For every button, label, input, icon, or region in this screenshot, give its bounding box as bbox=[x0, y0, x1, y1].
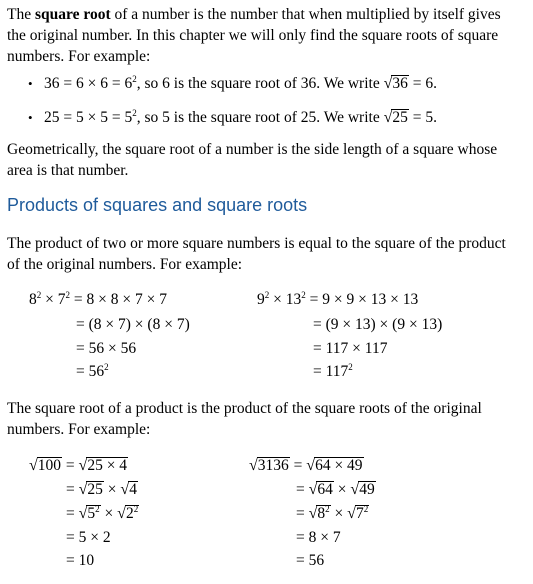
equation-line: = 5 × 2 bbox=[66, 529, 111, 546]
equation-line: = $√5^2 \times √2^2$ bbox=[66, 504, 139, 522]
equation-line: = $√8^2 \times √7^2$ bbox=[296, 504, 369, 522]
equation-line: √100 = √25 × 4 bbox=[29, 457, 128, 474]
equation-line: = 56 × 56 bbox=[76, 340, 137, 357]
equation-line: = √64 × √49 bbox=[296, 481, 375, 498]
bullet-icon: • bbox=[28, 76, 33, 91]
radicand: 36 bbox=[392, 75, 408, 92]
equation-line: = 56 bbox=[296, 552, 325, 569]
bullet-text: , so 5 is the square root of 25. We write bbox=[136, 109, 384, 126]
bullet-text: = 6. bbox=[408, 75, 437, 92]
radical-icon: √ bbox=[383, 75, 393, 92]
equation-line: = 8 × 7 bbox=[296, 529, 341, 546]
radicand: 25 bbox=[392, 109, 408, 126]
intro-text-rest: of a number is the number that when multiplied by itself gives the original number. In this chapter we will only find the square roots of square numbers. For example: bbox=[7, 6, 501, 65]
geometric-paragraph: Geometrically, the square root of a number is the side length of a square whose area is that number. bbox=[7, 141, 498, 179]
roots-paragraph: The square root of a product is the product of the square roots of the original numbers. For example: bbox=[7, 400, 482, 438]
exponent: 2 bbox=[132, 108, 137, 118]
equation-line: = (8 × 7) × (8 × 7) bbox=[76, 316, 190, 333]
bullet-text: 36 = 6 × 6 = 6 bbox=[44, 75, 133, 92]
square-root bbox=[384, 107, 409, 128]
square-root bbox=[384, 73, 409, 94]
products-paragraph: The product of two or more square numbers is equal to the square of the product of the original numbers. For example: bbox=[7, 235, 506, 273]
equation-line: = $117^2$ bbox=[313, 362, 353, 380]
equation-line: = 117 × 117 bbox=[313, 340, 388, 357]
bullet-icon: • bbox=[28, 110, 33, 125]
example-list bbox=[7, 73, 517, 141]
radical-icon: √ bbox=[383, 109, 393, 126]
equation-line: $8^2 \times 7^2 = 8 \times 8 \times 7 \times 7$ bbox=[29, 290, 167, 308]
equation-line: = $56^2$ bbox=[76, 362, 109, 380]
equation-line: = (9 × 13) × (9 × 13) bbox=[313, 316, 443, 333]
bullet-text: , so 6 is the square root of 36. We write bbox=[136, 75, 384, 92]
section-heading: Products of squares and square roots bbox=[7, 195, 308, 215]
equation-line: $9^2 \times 13^2 = 9 \times 9 \times 13 \times 13$ bbox=[257, 290, 419, 308]
bullet-text: 25 = 5 × 5 = 5 bbox=[44, 109, 133, 126]
equation-line: √3136 = √64 × 49 bbox=[249, 457, 363, 474]
list-item bbox=[7, 73, 517, 94]
key-term: square root bbox=[34, 6, 111, 23]
exponent: 2 bbox=[132, 74, 137, 84]
equation-line: = √25 × √4 bbox=[66, 481, 137, 498]
intro-text-start: The bbox=[7, 6, 35, 23]
bullet-text: = 5. bbox=[408, 109, 437, 126]
intro-paragraph bbox=[7, 4, 512, 67]
equation-line: = 10 bbox=[66, 552, 95, 569]
list-item bbox=[7, 107, 517, 128]
